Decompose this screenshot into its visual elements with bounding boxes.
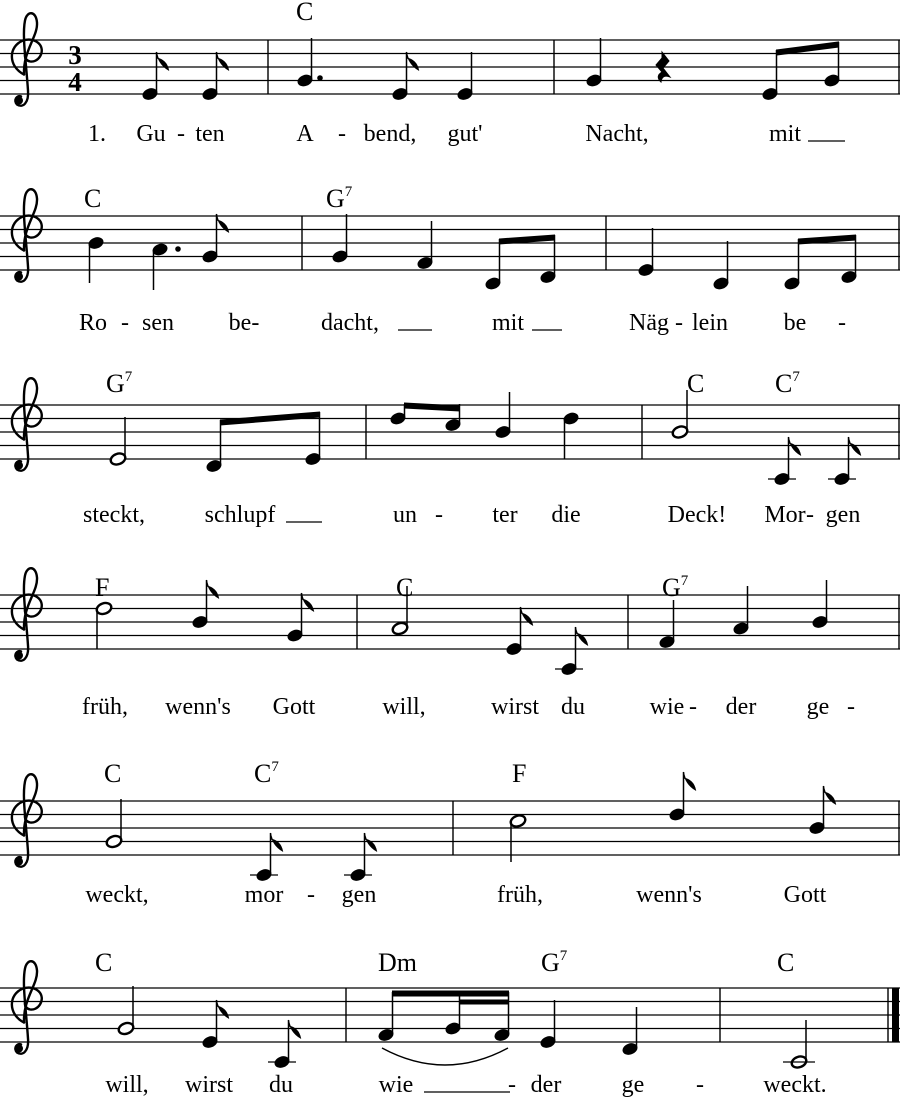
lyric-syllable: A: [296, 121, 314, 147]
chord-symbol: C: [687, 369, 705, 398]
lyric-syllable: Ro: [78, 310, 108, 336]
chord-symbols: [84, 184, 353, 213]
staff-lines: [0, 595, 900, 649]
time-signature-bottom: 4: [68, 67, 82, 97]
lyrics: [85, 882, 826, 908]
lyric-syllable: ge: [621, 1072, 645, 1098]
lyric-syllable: Gu: [136, 121, 166, 147]
lyric-syllable: Mor: [764, 502, 806, 528]
lyric-hyphen: -: [508, 1072, 516, 1098]
chord-symbol: $C^7$: [254, 759, 279, 788]
lyric-hyphen: -: [121, 310, 129, 336]
lyric-hyphen: -: [838, 310, 846, 336]
chord-symbol: C: [777, 948, 795, 977]
staff-lines: [0, 405, 900, 459]
chord-symbols: [95, 573, 689, 602]
time-signature-top: 3: [68, 40, 82, 70]
lyric-hyphen: -: [847, 694, 855, 720]
chord-symbol: $G^7$: [541, 948, 568, 977]
lyric-syllable: lein: [692, 310, 728, 336]
lyric-syllable: mit: [768, 121, 802, 147]
lyric-syllable: will,: [105, 1072, 149, 1098]
chord-symbol: Dm: [378, 948, 417, 977]
treble-clef: [12, 13, 42, 106]
chord-symbol: C: [396, 573, 414, 602]
treble-clef: [12, 189, 42, 282]
lyrics: [88, 121, 845, 147]
lyrics: [83, 502, 860, 528]
lyric-syllable: wenn's: [636, 882, 702, 908]
lyrics: [105, 1072, 826, 1098]
final-barline: [892, 988, 899, 1042]
chord-symbol: $G^7$: [326, 184, 353, 213]
lyric-hyphen: -: [675, 310, 683, 336]
lyric-syllable: Näg: [629, 310, 669, 336]
system-5: [0, 759, 900, 908]
lyric-syllable: der: [530, 1072, 562, 1098]
notes: [105, 772, 835, 882]
chord-symbol: C: [84, 184, 102, 213]
lyric-syllable: mit: [491, 310, 525, 336]
lyric-syllable: weckt,: [85, 882, 149, 908]
lyric-syllable: schlupf: [204, 502, 276, 528]
lyric-syllable: ge: [806, 694, 830, 720]
system-1: [0, 0, 900, 147]
chord-symbol: F: [95, 573, 110, 602]
lyric-syllable: Nacht,: [585, 121, 649, 147]
lyric-hyphen: -: [435, 502, 443, 528]
system-4: [0, 568, 900, 720]
system-2: [0, 184, 900, 336]
chord-symbol: $C^7$: [775, 369, 800, 398]
chord-symbol: C: [104, 759, 122, 788]
chord-symbols: [104, 759, 526, 788]
lyric-syllable: will,: [382, 694, 426, 720]
notes: [88, 214, 858, 291]
lyrics: [82, 694, 855, 720]
lyric-syllable: du: [561, 694, 585, 720]
chord-symbol: $G^7$: [662, 573, 689, 602]
notes: [117, 986, 815, 1069]
treble-clef: [12, 774, 42, 867]
chord-symbol: C: [296, 0, 314, 26]
system-3: [0, 369, 900, 528]
slur: [382, 1048, 508, 1065]
lyric-syllable: der: [725, 694, 757, 720]
lyric-syllable: gut': [447, 121, 483, 147]
lyric-syllable: dacht,: [321, 310, 379, 336]
notes: [142, 38, 841, 101]
chord-symbols: [95, 948, 794, 977]
lyric-syllable: wie: [649, 694, 685, 720]
treble-clef: [12, 961, 42, 1054]
lyric-syllable: wirst: [491, 694, 539, 720]
staff-lines: [0, 40, 900, 94]
chord-symbol: F: [512, 759, 527, 788]
lyric-syllable: wie: [378, 1072, 414, 1098]
treble-clef: [12, 568, 42, 661]
lyric-syllable: gen: [341, 882, 377, 908]
treble-clef: [12, 378, 42, 471]
lyric-hyphen: -: [696, 1072, 704, 1098]
lyric-syllable: ten: [195, 121, 225, 147]
lyric-syllable: bend,: [363, 121, 417, 147]
lyric-syllable: un: [393, 502, 417, 528]
staff-lines: [0, 216, 900, 270]
system-6: [0, 948, 900, 1098]
lyric-syllable: mor: [244, 882, 284, 908]
lyric-syllable: gen: [825, 502, 861, 528]
lyric-syllable: ter: [492, 502, 518, 528]
lyric-hyphen: -: [177, 121, 185, 147]
staff-lines: [0, 801, 900, 855]
lyric-syllable: be: [783, 310, 807, 336]
lyric-hyphen: -: [338, 121, 346, 147]
chord-symbol: C: [95, 948, 113, 977]
time-signature: [68, 40, 82, 97]
lyric-syllable: be-: [228, 310, 260, 336]
chord-symbol: $G^7$: [106, 369, 133, 398]
lyric-syllable: Deck!: [667, 502, 727, 528]
lyric-syllable: wirst: [185, 1072, 233, 1098]
lyric-syllable: Gott: [783, 882, 827, 908]
lyric-syllable: die: [551, 502, 581, 528]
lyric-syllable: sen: [142, 310, 174, 336]
chord-symbols: [296, 0, 313, 26]
lyric-syllable: 1.: [88, 121, 106, 147]
lyric-syllable: du: [269, 1072, 293, 1098]
chord-symbols: [106, 369, 800, 398]
lyric-syllable: wenn's: [165, 694, 231, 720]
lyric-hyphen: -: [806, 502, 814, 528]
lyric-hyphen: -: [307, 882, 315, 908]
lyric-syllable: früh,: [497, 882, 543, 908]
lyric-syllable: Gott: [272, 694, 316, 720]
lyric-syllable: früh,: [82, 694, 128, 720]
lyrics: [79, 310, 846, 336]
lyric-syllable: steckt,: [83, 502, 145, 528]
lyric-syllable: weckt.: [763, 1072, 827, 1098]
lyric-hyphen: -: [689, 694, 697, 720]
